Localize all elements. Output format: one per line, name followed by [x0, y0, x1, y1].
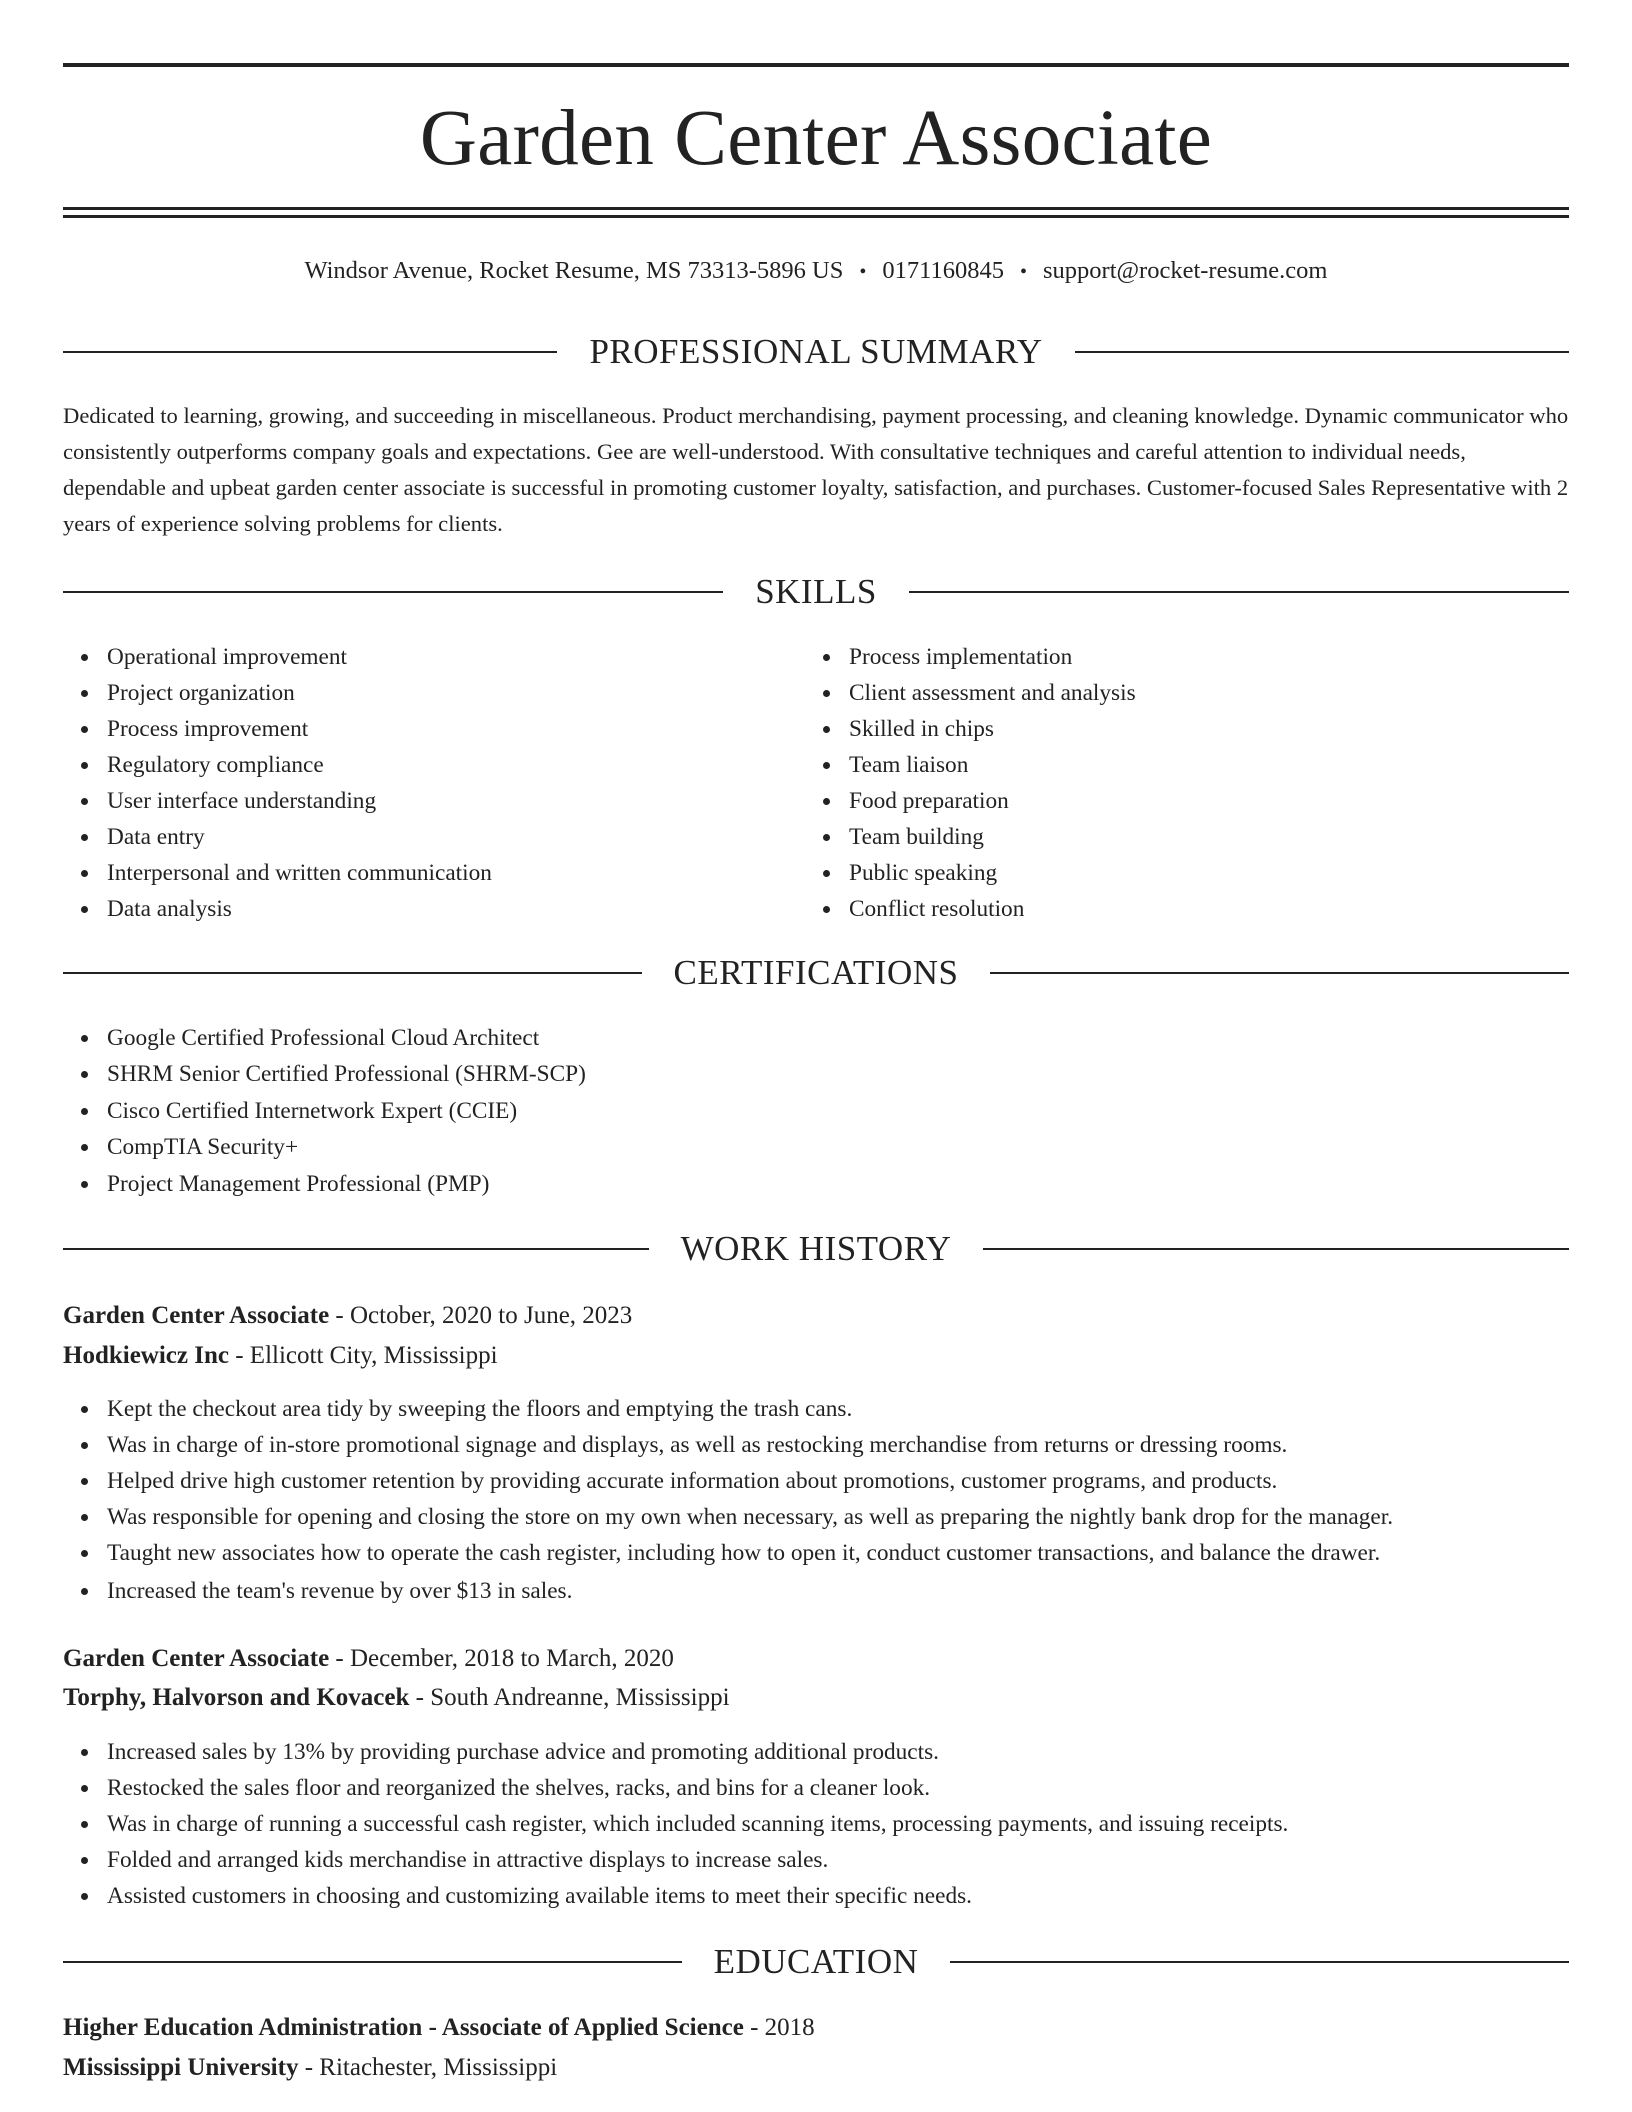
- job-title-line: [63, 1297, 1569, 1335]
- job-location: Ellicott City, Mississippi: [249, 1342, 498, 1369]
- contact-separator: •: [1019, 261, 1027, 283]
- contact-address: Windsor Avenue, Rocket Resume, MS 73313-5896 US: [304, 257, 844, 284]
- skill-item: Team liaison: [805, 747, 1136, 783]
- job-bullet: Increased sales by 13% by providing purchase advice and promoting additional products.: [63, 1734, 1569, 1770]
- job-company-line: [63, 1679, 1569, 1717]
- skill-item: User interface understanding: [63, 783, 492, 819]
- summary-text: Dedicated to learning, growing, and succeeding in miscellaneous. Product merchandising, payment processing, and cleaning knowledge. Dynamic communicator who consistently outperforms company goals and expectations. Gee are well-understood. With consultative techniques and careful attention to individual needs, dependable and upbeat garden center associate is successful in promoting customer loyalty, satisfaction, and purchases. Customer-focused Sales Representative with 2 years of experience solving problems for clients.: [63, 403, 1569, 536]
- heading-rule: [63, 972, 642, 974]
- skill-item: Food preparation: [805, 783, 1136, 819]
- dash: -: [329, 1645, 350, 1672]
- skills-list-right: [805, 639, 1136, 927]
- skill-item: Client assessment and analysis: [805, 675, 1136, 711]
- job-dates: December, 2018 to March, 2020: [350, 1645, 674, 1672]
- heading-rule: [950, 1961, 1569, 1963]
- heading-rule: [990, 972, 1569, 974]
- job-bullets: [63, 1734, 1569, 1914]
- certification-item: Google Certified Professional Cloud Architect: [63, 1020, 586, 1056]
- job-title: Garden Center Associate: [63, 1302, 330, 1329]
- job-bullet: Restocked the sales floor and reorganized the shelves, racks, and bins for a cleaner look.: [63, 1770, 1569, 1806]
- certification-item: SHRM Senior Certified Professional (SHRM-SCP): [63, 1056, 586, 1093]
- skills-heading-label: SKILLS: [755, 572, 877, 611]
- heading-rule: [63, 1248, 649, 1250]
- education-location: Ritachester, Mississippi: [319, 2054, 558, 2081]
- job-bullet: Folded and arranged kids merchandise in attractive displays to increase sales.: [63, 1842, 1569, 1878]
- job-bullet: Was in charge of in-store promotional signage and displays, as well as restocking merchandise from returns or dressing rooms.: [63, 1427, 1569, 1463]
- job-bullet: Kept the checkout area tidy by sweeping the floors and emptying the trash cans.: [63, 1391, 1569, 1427]
- skill-item: Project organization: [63, 675, 492, 711]
- contact-separator: •: [859, 261, 867, 283]
- job-bullet: Taught new associates how to operate the cash register, including how to open it, conduct customer transactions, and balance the drawer.: [63, 1535, 1569, 1571]
- certifications-list: [63, 1020, 586, 1202]
- skill-item: Conflict resolution: [805, 891, 1136, 927]
- education-school: Mississippi University: [63, 2054, 299, 2081]
- skill-item: Process implementation: [805, 639, 1136, 675]
- job-bullet: Was in charge of running a successful cash register, which included scanning items, processing payments, and issuing receipts.: [63, 1806, 1569, 1842]
- job-bullet: Assisted customers in choosing and customizing available items to meet their specific needs.: [63, 1878, 1569, 1914]
- job-location: South Andreanne, Mississippi: [430, 1684, 730, 1711]
- dash: -: [228, 1342, 250, 1369]
- heading-rule: [983, 1248, 1569, 1250]
- dash: -: [743, 2014, 765, 2041]
- job-dates: October, 2020 to June, 2023: [350, 1302, 633, 1329]
- job-bullets: [63, 1391, 1569, 1609]
- education-year: 2018: [764, 2014, 815, 2041]
- certifications-heading-label: CERTIFICATIONS: [673, 953, 959, 992]
- dash: -: [409, 1684, 431, 1711]
- top-rule: [63, 63, 1569, 67]
- heading-rule: [63, 591, 723, 593]
- skill-item: Data analysis: [63, 891, 492, 927]
- skill-item: Team building: [805, 819, 1136, 855]
- education-school-line: [63, 2049, 1569, 2087]
- certifications-section-heading: [63, 951, 1569, 995]
- job-company: Hodkiewicz Inc: [63, 1342, 229, 1369]
- education-degree: Higher Education Administration - Associate of Applied Science: [63, 2014, 744, 2041]
- certification-item: Cisco Certified Internetwork Expert (CCIE): [63, 1093, 586, 1130]
- skill-item: Operational improvement: [63, 639, 492, 675]
- skills-section-heading: [63, 570, 1569, 614]
- job-company-line: [63, 1337, 1569, 1375]
- title-double-rule: [63, 207, 1569, 218]
- dash: -: [298, 2054, 320, 2081]
- job-bullet: Helped drive high customer retention by providing accurate information about promotions, customer programs, and products.: [63, 1463, 1569, 1499]
- job-bullet: Was responsible for opening and closing the store on my own when necessary, as well as preparing the nightly bank drop for the manager.: [63, 1499, 1569, 1535]
- contact-phone: 0171160845: [882, 257, 1004, 284]
- education-heading-label: EDUCATION: [713, 1942, 919, 1981]
- heading-rule: [909, 591, 1569, 593]
- education-degree-line: [63, 2009, 1569, 2047]
- skill-item: Process improvement: [63, 711, 492, 747]
- skill-item: Skilled in chips: [805, 711, 1136, 747]
- summary-section-heading: [63, 330, 1569, 374]
- heading-rule: [63, 351, 557, 353]
- resume-title: Garden Center Associate: [419, 95, 1213, 182]
- job-title: Garden Center Associate: [63, 1645, 330, 1672]
- certification-item: Project Management Professional (PMP): [63, 1166, 586, 1203]
- job-bullet: Increased the team's revenue by over $13 in sales.: [63, 1573, 1569, 1609]
- education-section-heading: [63, 1940, 1569, 1984]
- dash: -: [329, 1302, 350, 1329]
- work-section-heading: [63, 1227, 1569, 1271]
- contact-email: support@rocket-resume.com: [1043, 257, 1328, 284]
- contact-line: [63, 253, 1569, 290]
- skills-list-left: [63, 639, 492, 927]
- heading-rule: [63, 1961, 682, 1963]
- summary-heading-label: PROFESSIONAL SUMMARY: [589, 332, 1043, 371]
- skill-item: Data entry: [63, 819, 492, 855]
- job-company: Torphy, Halvorson and Kovacek: [63, 1684, 410, 1711]
- skill-item: Regulatory compliance: [63, 747, 492, 783]
- skill-item: Interpersonal and written communication: [63, 855, 492, 891]
- certification-item: CompTIA Security+: [63, 1129, 586, 1166]
- heading-rule: [1075, 351, 1569, 353]
- skill-item: Public speaking: [805, 855, 1136, 891]
- job-title-line: [63, 1640, 1569, 1678]
- work-heading-label: WORK HISTORY: [680, 1229, 952, 1268]
